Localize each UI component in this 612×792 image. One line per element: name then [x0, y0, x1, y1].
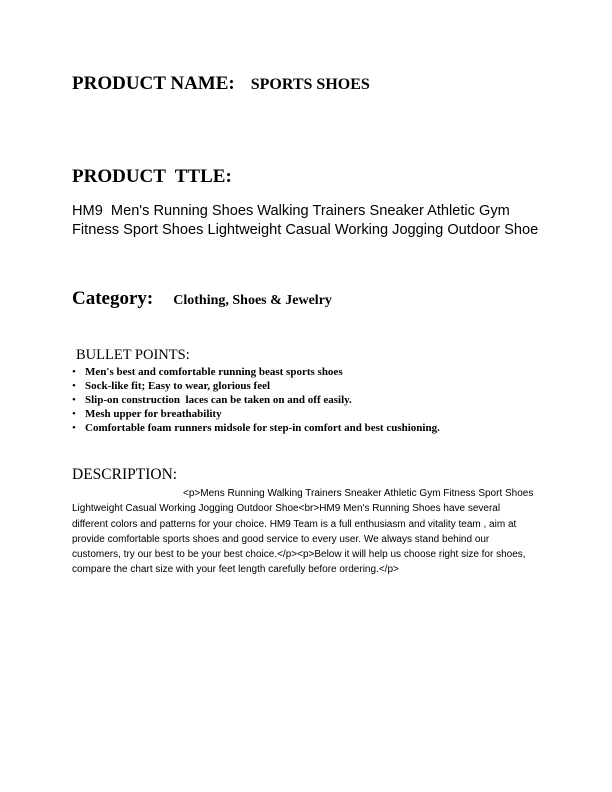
product-name-value: SPORTS SHOES — [250, 76, 370, 93]
product-title-label: PRODUCT TTLE: — [72, 166, 232, 187]
product-name-label: PRODUCT NAME: — [72, 73, 235, 94]
list-item — [72, 421, 440, 435]
product-title-text: HM9 Men's Running Shoes Walking Trainers Sneaker Athletic Gym Fitness Sport Shoes Lightweight Casual Working Jogging Outdoor Shoe — [72, 203, 539, 238]
list-item — [72, 365, 440, 379]
bullet-symbol: • — [72, 422, 76, 434]
description-text: <p>Mens Running Walking Trainers Sneaker Athletic Gym Fitness Sport Shoes Lightweight Casual Working Jogging Outdoor Shoe<br>HM9 Men's Running Shoes have several different colors and patterns for your choice. HM9 Team is a full enthusiasm and vitality team , aim at provide comfortable sports shoes and good service to every user. We always stand behind our customers, try our best to be your best choice.</p><p>Below it will help us choose right size for shoes, compare the chart size with your feet length carefully before ordering.</p> — [72, 488, 534, 576]
list-item — [72, 407, 440, 421]
bullet-text: Mesh upper for breathability — [85, 408, 222, 420]
list-item — [72, 393, 440, 407]
description-label: DESCRIPTION: — [72, 466, 178, 483]
category-row — [72, 288, 332, 310]
bullet-points-list — [72, 365, 440, 435]
product-name-row — [72, 73, 370, 95]
bullet-text: Slip-on construction laces can be taken on and off easily. — [85, 394, 352, 406]
bullet-text: Men's best and comfortable running beast sports shoes — [85, 366, 343, 378]
bullet-symbol: • — [72, 394, 76, 406]
bullet-text: Comfortable foam runners midsole for step-in comfort and best cushioning. — [85, 422, 440, 434]
category-value: Clothing, Shoes & Jewelry — [173, 293, 332, 308]
bullet-text: Sock-like fit; Easy to wear, glorious feel — [85, 380, 271, 392]
bullet-points-heading: BULLET POINTS: — [76, 347, 190, 363]
list-item — [72, 379, 440, 393]
bullet-symbol: • — [72, 408, 76, 420]
bullet-symbol: • — [72, 380, 76, 392]
bullet-symbol: • — [72, 366, 76, 378]
category-label: Category: — [72, 288, 154, 309]
